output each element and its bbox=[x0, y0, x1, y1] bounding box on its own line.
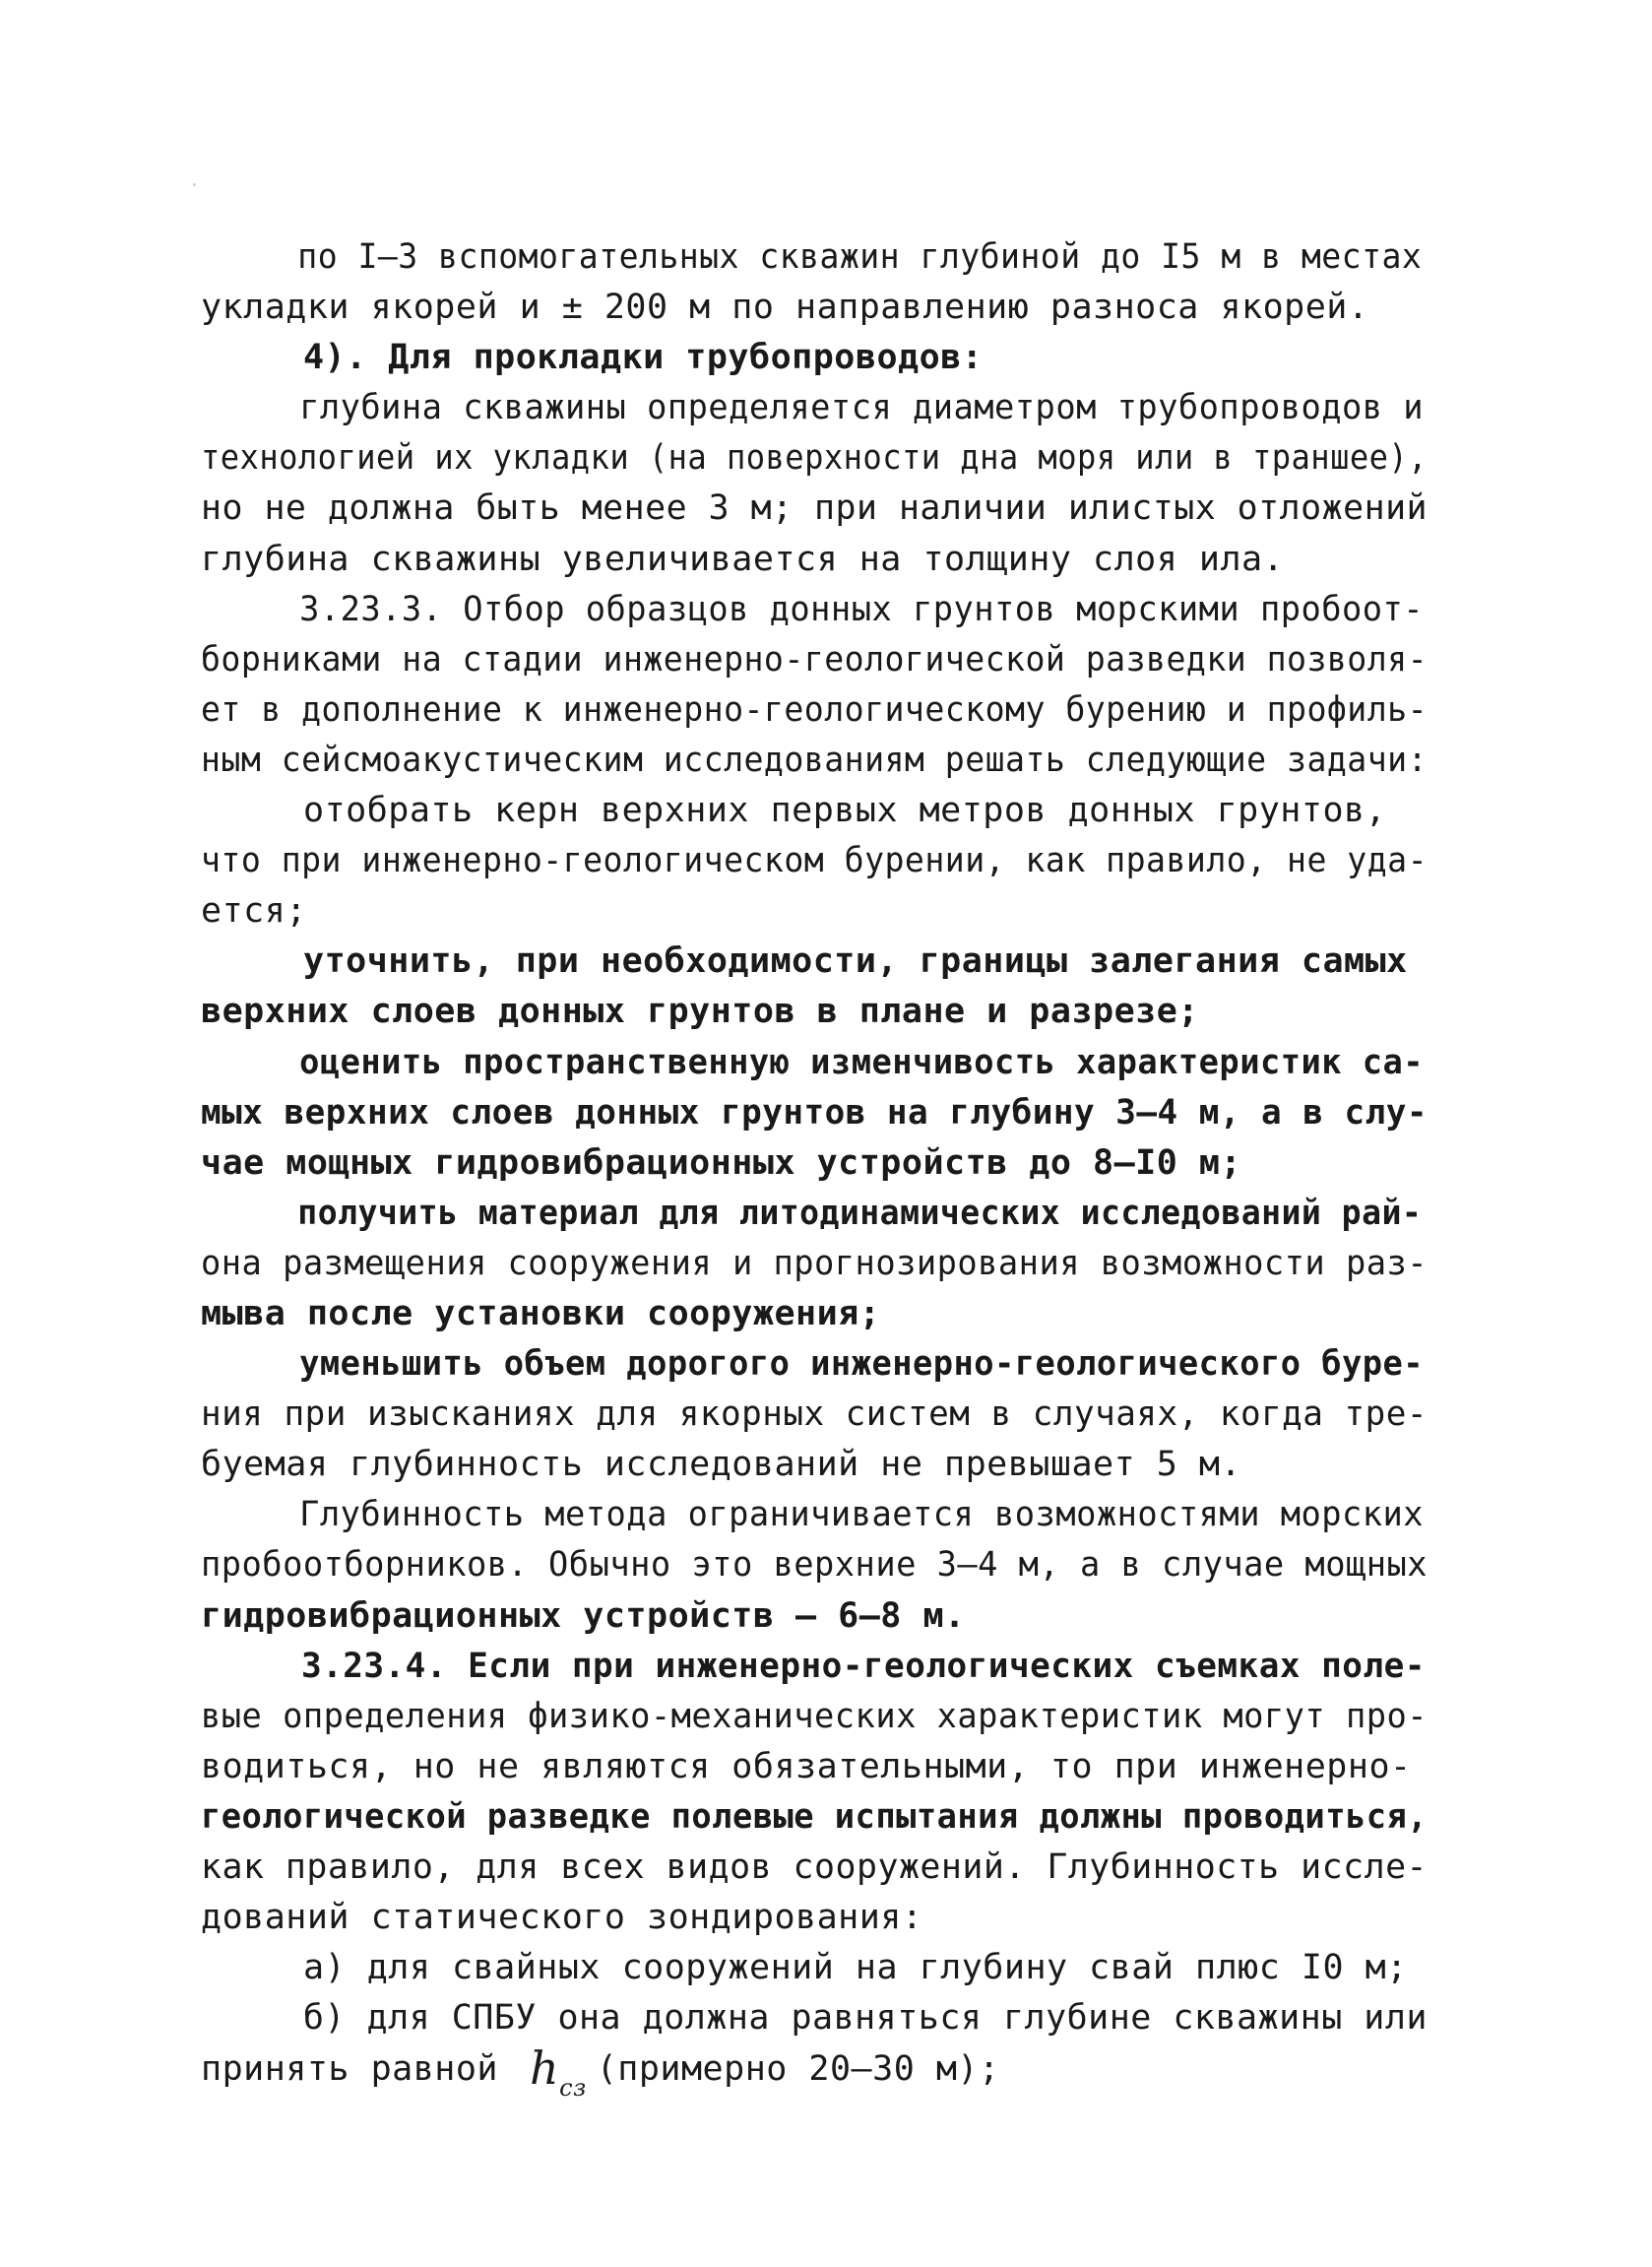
formula-h-sz bbox=[530, 2041, 587, 2103]
text-line: по I–3 вспомогательных скважин глубиной до I5 м в местах bbox=[297, 237, 1423, 277]
text-line: гидровибрационных устройств – 6–8 м. bbox=[201, 1595, 966, 1636]
text-line: ет в дополнение к инженерно-геологическому бурению и профиль- bbox=[201, 689, 1429, 730]
text-line: глубина скважины увеличивается на толщину слоя ила. bbox=[201, 539, 1285, 579]
text-line: чае мощных гидровибрационных устройств до 8–I0 м; bbox=[201, 1142, 1242, 1183]
text-line: водиться, но не являются обязательными, то при инженерно- bbox=[201, 1746, 1412, 1786]
text-line: 4). Для прокладки трубопроводов: bbox=[303, 338, 984, 378]
text-line: вые определения физико-механических характеристик могут про- bbox=[201, 1696, 1429, 1736]
document-body bbox=[201, 232, 1431, 2103]
text-line: как правило, для всех видов сооружений. Глубинность иссле- bbox=[201, 1847, 1429, 1887]
text-line: укладки якорей и ± 200 м по направлению разноса якорей. bbox=[201, 288, 1369, 328]
text-line: уменьшить объем дорогого инженерно-геологического буре- bbox=[299, 1344, 1425, 1385]
text-line: а) для свайных сооружений на глубину свай плюс I0 м; bbox=[303, 1948, 1408, 1988]
text-line: дований статического зондирования: bbox=[201, 1898, 923, 1938]
scan-speck bbox=[193, 183, 196, 186]
text-line: технологией их укладки (на поверхности дна моря или в траншее), bbox=[201, 438, 1428, 479]
text-line: она размещения сооружения и прогнозирования возможности раз- bbox=[201, 1243, 1429, 1283]
text-line: глубина скважины определяется диаметром трубопроводов и bbox=[299, 388, 1425, 428]
text-line: ется; bbox=[201, 891, 307, 932]
text-line: 3.23.4. Если при инженерно-геологических съемках поле- bbox=[300, 1646, 1426, 1686]
text-line: мыва после установки сооружения; bbox=[201, 1293, 881, 1333]
text-line: пробоотборников. Обычно это верхние 3–4 м, а в случае мощных bbox=[201, 1545, 1429, 1586]
text-line bbox=[201, 2041, 1431, 2103]
text-line: геологической разведке полевые испытания должны проводиться, bbox=[201, 1796, 1429, 1837]
last-line-tail: (примерно 20–30 м); bbox=[596, 2049, 1000, 2090]
text-line: б) для СПБУ она должна равняться глубине скважины или bbox=[302, 1998, 1428, 2039]
text-line: борниками на стадии инженерно-геологической разведки позволя- bbox=[201, 639, 1429, 680]
text-line: Глубинность метода ограничивается возможностями морских bbox=[299, 1495, 1425, 1535]
text-line: но не должна быть менее 3 м; при наличии илистых отложений bbox=[201, 488, 1429, 529]
last-line-text: принять равной bbox=[201, 2049, 499, 2090]
text-line: оценить пространственную изменчивость характеристик са- bbox=[299, 1042, 1425, 1082]
formula-main: h bbox=[530, 2041, 560, 2096]
text-line: верхних слоев донных грунтов в плане и разрезе; bbox=[201, 992, 1199, 1032]
text-line: буемая глубинность исследований не превышает 5 м. bbox=[201, 1445, 1242, 1485]
text-line: 3.23.3. Отбор образцов донных грунтов морскими пробоот- bbox=[299, 589, 1425, 629]
text-line: получить материал для литодинамических исследований рай- bbox=[297, 1193, 1423, 1233]
text-line: отобрать керн верхних первых метров донных грунтов, bbox=[303, 791, 1387, 831]
text-line: ния при изысканиях для якорных систем в случаях, когда тре- bbox=[201, 1394, 1429, 1435]
formula-subscript: сз bbox=[559, 2074, 587, 2103]
text-line: мых верхних слоев донных грунтов на глубину 3–4 м, а в слу- bbox=[201, 1092, 1429, 1133]
text-line: ным сейсмоакустическим исследованиям решать следующие задачи: bbox=[201, 740, 1429, 780]
text-line: уточнить, при необходимости, границы залегания самых bbox=[303, 941, 1408, 982]
text-line: что при инженерно-геологическом бурении, как правило, не уда- bbox=[201, 841, 1429, 881]
